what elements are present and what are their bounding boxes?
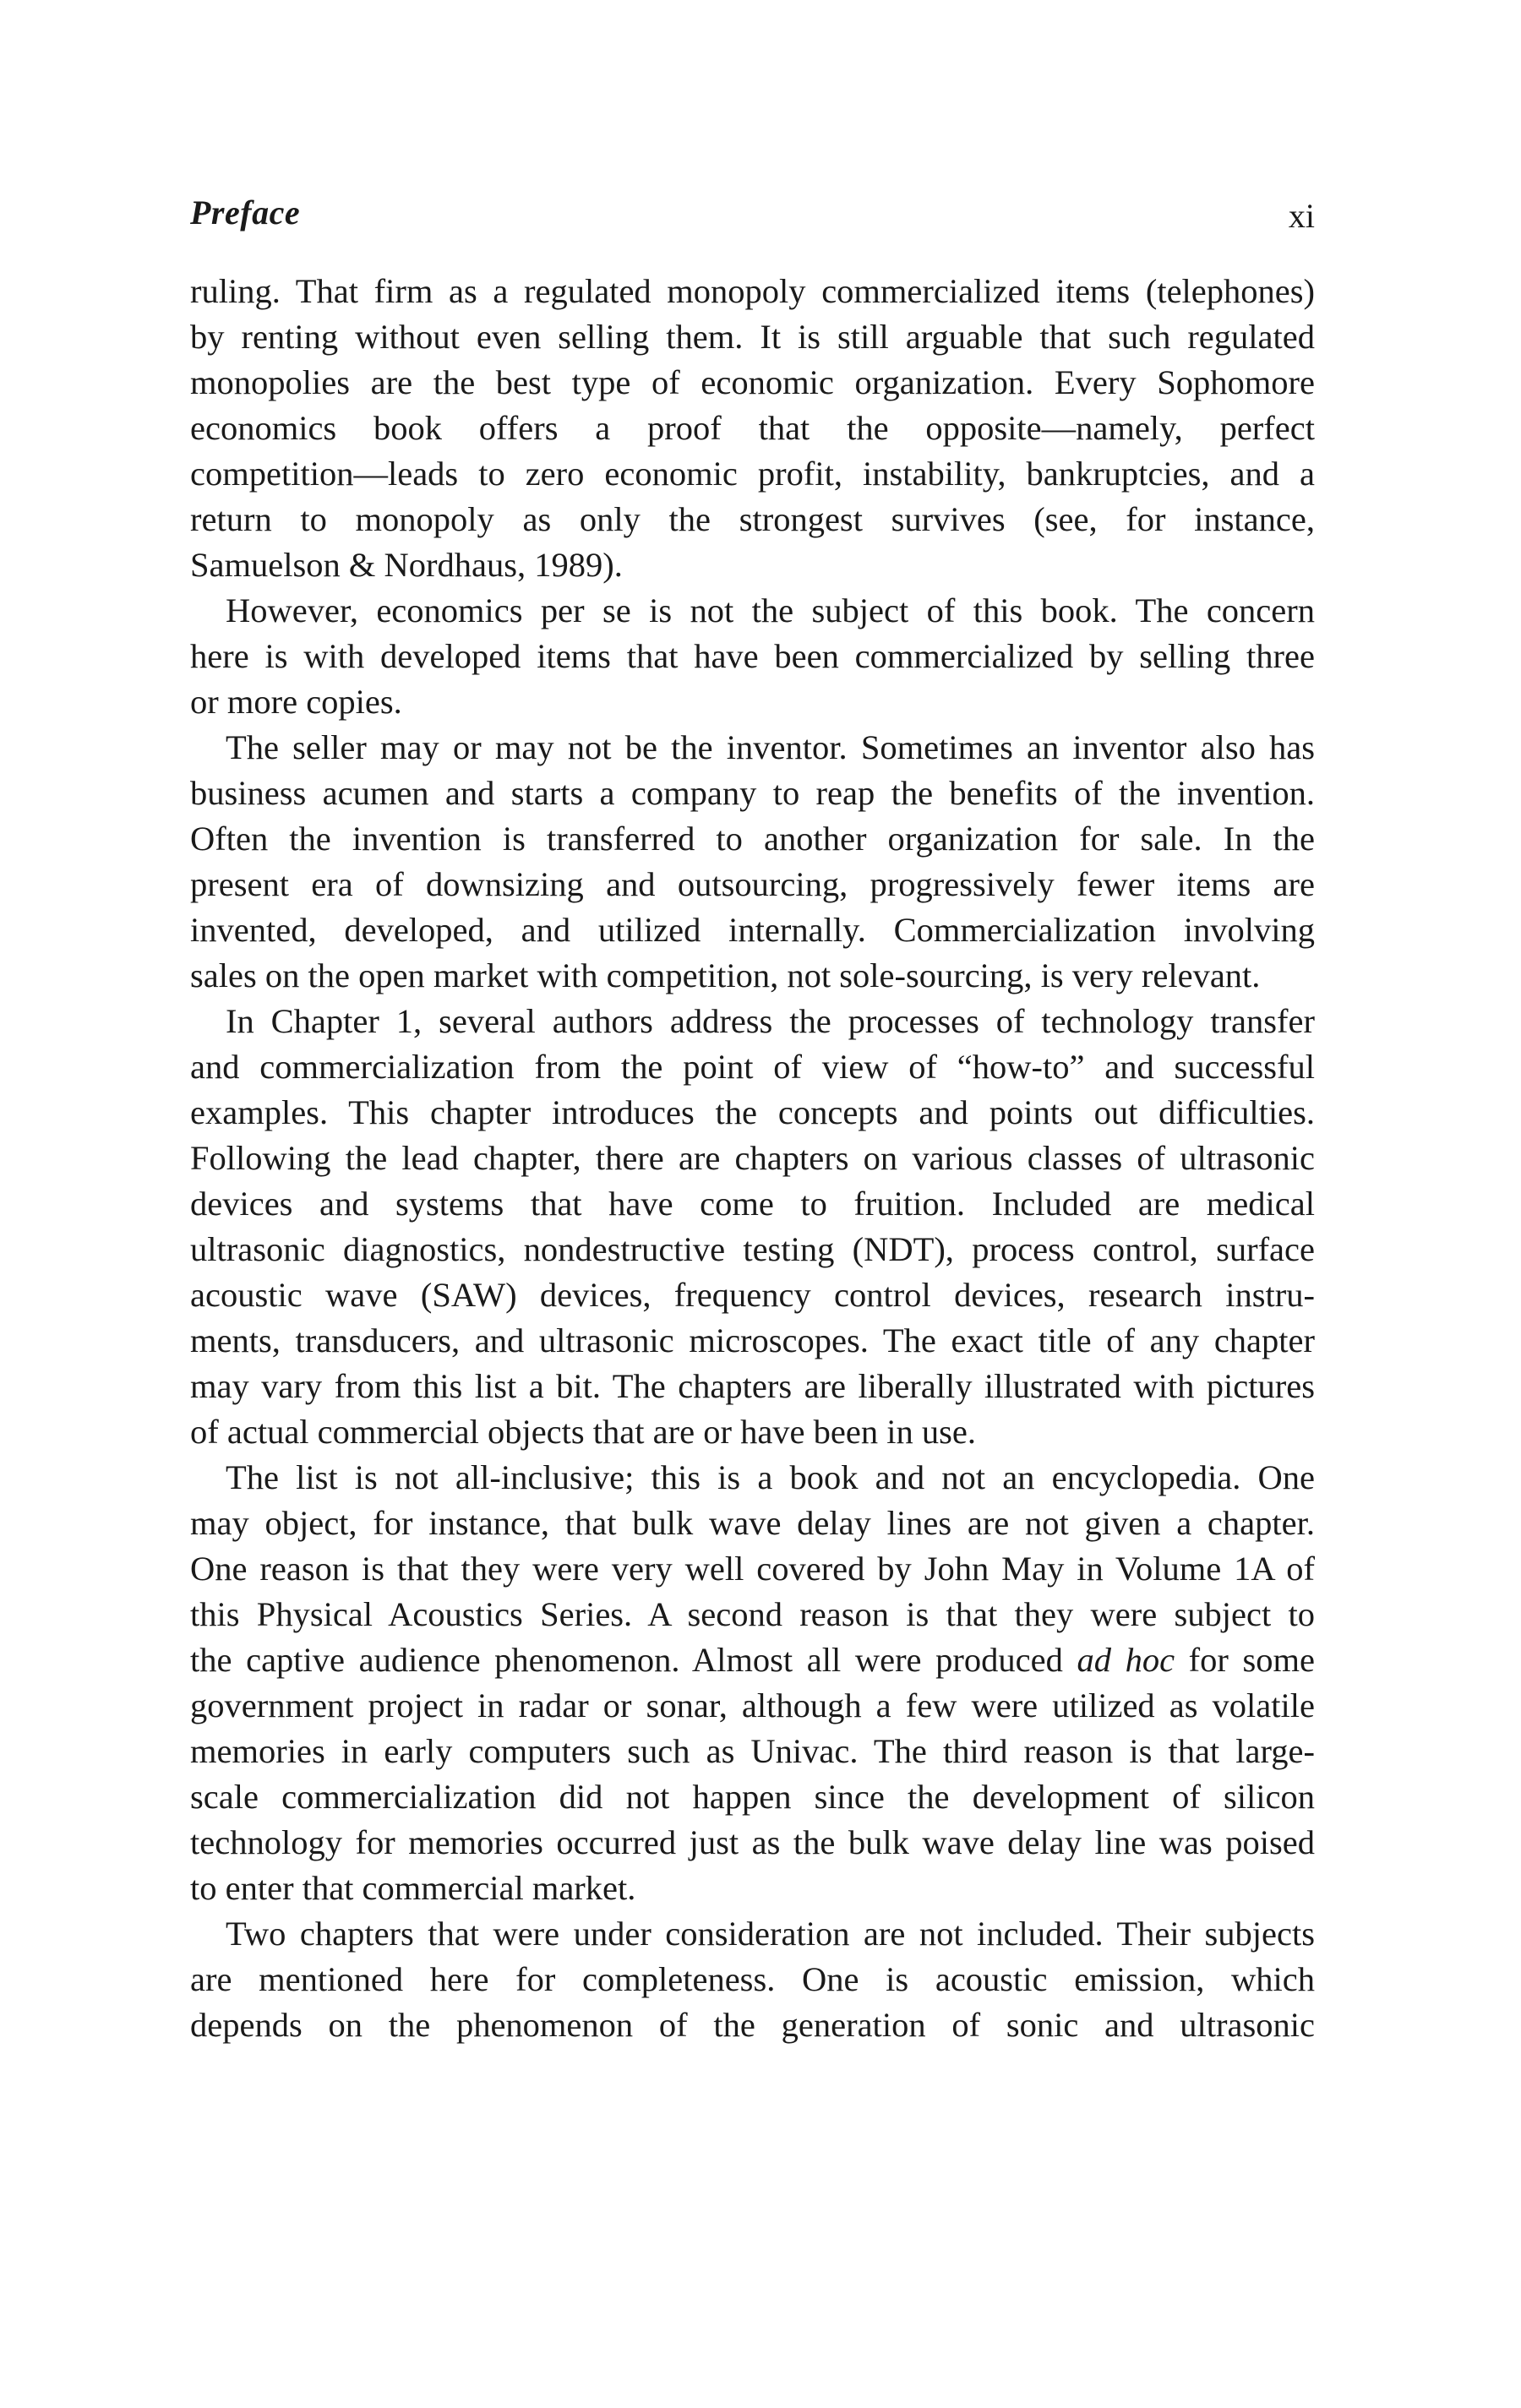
text-line: In Chapter 1, several authors address the processes of technology transfer — [226, 1002, 1315, 1040]
text-line: Often the invention is transferred to another organization for sale. In the — [190, 820, 1315, 858]
text-line: may object, for instance, that bulk wave delay lines are not given a chapter. — [190, 1504, 1315, 1542]
page-header — [190, 193, 1315, 243]
text-line: economics book offers a proof that the opposite—namely, perfect — [190, 409, 1315, 447]
paragraph — [190, 1911, 1315, 2048]
text-line: Samuelson & Nordhaus, 1989). — [190, 546, 623, 584]
text-line: the captive audience phenomenon. Almost all were produced ad hoc for some — [190, 1641, 1315, 1679]
text-line: The seller may or may not be the inventor. Sometimes an inventor also has — [226, 728, 1315, 766]
text-line: return to monopoly as only the strongest survives (see, for instance, — [190, 500, 1315, 538]
page-number: xi — [1288, 197, 1315, 235]
text-line: invented, developed, and utilized internally. Commercialization involving — [190, 911, 1315, 949]
text-line: government project in radar or sonar, although a few were utilized as volatile — [190, 1686, 1315, 1724]
text-line: memories in early computers such as Univac. The third reason is that large- — [190, 1732, 1315, 1770]
text-line: present era of downsizing and outsourcing, progressively fewer items are — [190, 865, 1315, 903]
paragraph — [190, 1455, 1315, 1911]
text-line: One reason is that they were very well covered by John May in Volume 1A of — [190, 1550, 1315, 1588]
text-line: by renting without even selling them. It is still arguable that such regulated — [190, 318, 1315, 356]
text-line: to enter that commercial market. — [190, 1869, 636, 1907]
text-line: sales on the open market with competition, not sole-sourcing, is very relevant. — [190, 956, 1261, 994]
text-line: examples. This chapter introduces the concepts and points out difficulties. — [190, 1093, 1315, 1131]
text-line: Following the lead chapter, there are chapters on various classes of ultrasonic — [190, 1139, 1315, 1177]
text-line: this Physical Acoustics Series. A second reason is that they were subject to — [190, 1595, 1315, 1633]
paragraph — [190, 999, 1315, 1455]
paragraph — [190, 725, 1315, 999]
text-line: technology for memories occurred just as the bulk wave delay line was poised — [190, 1823, 1315, 1861]
text-line: or more copies. — [190, 683, 402, 721]
text-line: The list is not all-inclusive; this is a book and not an encyclopedia. One — [226, 1458, 1315, 1496]
italic-phrase: ad hoc — [1077, 1641, 1175, 1679]
paragraph — [190, 588, 1315, 725]
text-line: However, economics per se is not the subject of this book. The concern — [226, 591, 1315, 629]
text-line: competition—leads to zero economic profit, instability, bankruptcies, and a — [190, 455, 1315, 493]
text-line: scale commercialization did not happen since the development of silicon — [190, 1778, 1315, 1816]
body-text — [190, 269, 1315, 2048]
text-line: monopolies are the best type of economic organization. Every Sophomore — [190, 363, 1315, 401]
text-line: business acumen and starts a company to reap the benefits of the invention. — [190, 774, 1315, 812]
text-line: and commercialization from the point of view of “how-to” and successful — [190, 1048, 1315, 1086]
paragraph — [190, 269, 1315, 588]
text-line: of actual commercial objects that are or have been in use. — [190, 1413, 976, 1451]
text-line: here is with developed items that have been commercialized by selling three — [190, 637, 1315, 675]
running-head: Preface — [190, 193, 301, 232]
text-line: ruling. That firm as a regulated monopoly commercialized items (telephones) — [190, 272, 1315, 310]
text-line: are mentioned here for completeness. One is acoustic emission, which — [190, 1960, 1315, 1998]
text-line: acoustic wave (SAW) devices, frequency control devices, research instru- — [190, 1276, 1315, 1314]
text-line: Two chapters that were under consideration are not included. Their subjects — [226, 1915, 1315, 1953]
text-line: ments, transducers, and ultrasonic microscopes. The exact title of any chapter — [190, 1321, 1315, 1359]
text-line: depends on the phenomenon of the generation of sonic and ultrasonic — [190, 2006, 1315, 2044]
text-line: ultrasonic diagnostics, nondestructive testing (NDT), process control, surface — [190, 1230, 1315, 1268]
text-line: may vary from this list a bit. The chapters are liberally illustrated with pictures — [190, 1367, 1315, 1405]
text-line: devices and systems that have come to fruition. Included are medical — [190, 1185, 1315, 1223]
